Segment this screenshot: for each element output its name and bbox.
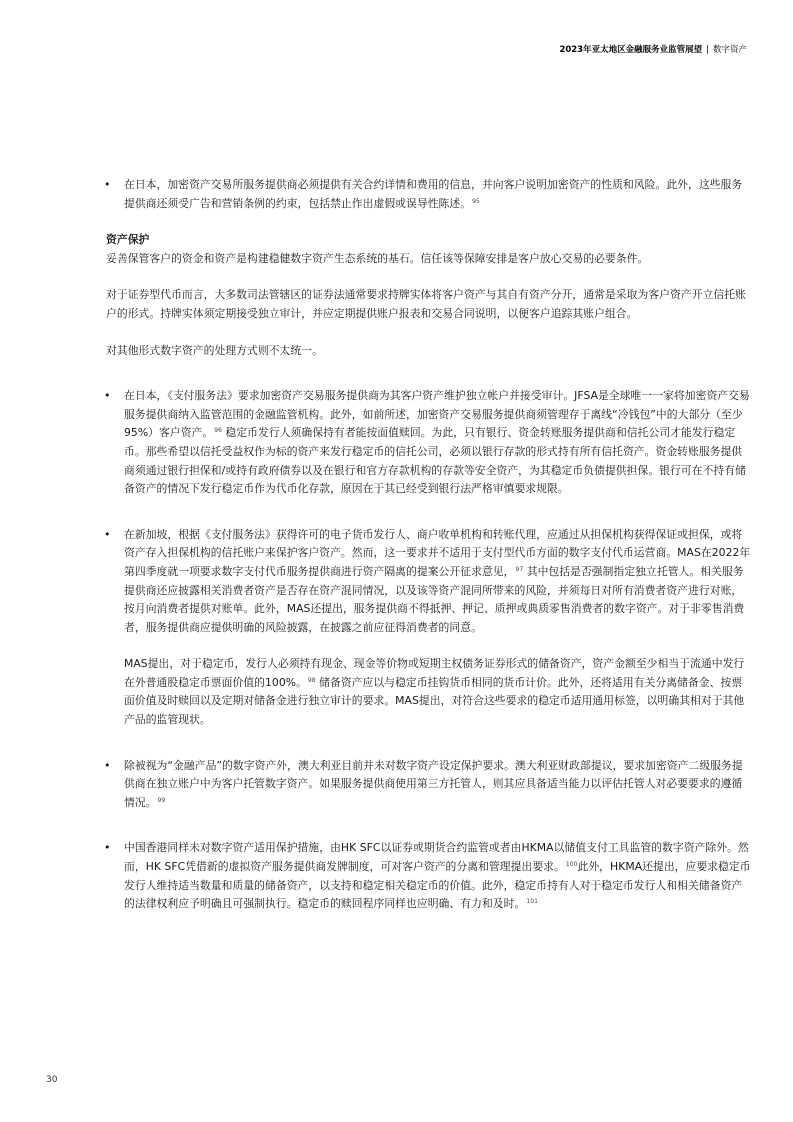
footnote-ref: 96: [214, 427, 222, 435]
page-number: 30: [46, 1075, 58, 1085]
bullet-text: 在日本，加密资产交易所服务提供商必须提供有关合约详情和费用的信息，并向客户说明加密资产的性质和风险。此外，这些服务提供商还须受广告和营销条例的约束，包括禁止作出虚假或误导性陈述。: [124, 178, 743, 210]
bullet-dot: •: [104, 527, 111, 541]
report-title: 2023年亚太地区金融服务业监管展望: [559, 45, 703, 55]
paragraph-text: MAS提出，对于稳定币，发行人必须持有现金、现金等价物或短期主权债务证券形式的储备资产，资产金额至少相当于流通中发行在外普通股稳定币票面价值的100%。: [124, 657, 745, 689]
bullet-text-cont: 此外，HKMA还提出，应要求稳定币发行人维持适当数量和质量的储备资产，以支持和稳定相关稳定币的价值。此外，稳定币持有人对于稳定币发行人和相关储备资产的法律权利应予明确且可强制执行。稳定币的赎回程序同样也应明确、有力和及时。: [124, 860, 751, 911]
security-tokens-paragraph: 对于证券型代币而言，大多数司法管辖区的证券法通常要求持牌实体将客户资产与其自有资产分开，通常是采取为客户资产开立信托账户的形式。持牌实体须定期接受独立审计，并应定期提供账户报表和交易合同说明，以便客户追踪其账户组合。: [106, 288, 746, 320]
section-name: 数字资产: [712, 45, 747, 55]
bullet-text-cont: 稳定币发行人须确保持有者能按面值赎回。为此，只有银行、资金转账服务提供商和信托公司才能发行稳定币。那些希望以信托受益权作为标的资产来发行稳定币的信托公司，必须以银行存款的形式持有所有信托资产。资金转账服务提供商须通过银行担保和/或持有政府债券以及在银行和官方存款机构的存款等安全资产，为其稳定币负债提供担保。银行可在不持有储备资产的情况下发行稳定币作为代币化存款，原因在于其已经受到银行法严格审慎要求规限。: [124, 426, 746, 496]
footnote-ref: 97: [515, 565, 524, 573]
page-header: [559, 43, 747, 55]
bullet-dot: •: [104, 389, 111, 403]
bullet-dot: •: [104, 841, 111, 855]
footnote-ref: 100: [565, 861, 578, 869]
bullet-text: 在日本，《支付服务法》要求加密资产交易服务提供商为其客户资产维护独立帐户并接受审计。JFSA是全球唯一一家将加密资产交易服务提供商纳入监管范围的金融监管机构。此外，如前所述，加密资产交易服务提供商须管理存于离线“冷钱包”中的大部分（至少95%）客户资产。: [124, 389, 750, 440]
paragraph-text-cont: 储备资产应以与稳定币挂钩货币相同的货币计价。此外，还将适用有关分离储备金、按票面价值及时赎回以及定期对储备金进行独立审计的要求。MAS提出，对符合这些要求的稳定币适用通用标签，以明确其相对于其他产品的监管现状。: [124, 675, 745, 727]
bullet-dot: •: [104, 178, 111, 191]
bullet-text: 在新加坡，根据《支付服务法》获得许可的电子货币发行人、商户收单机构和转账代理，应通过从担保机构获得保证或担保，或将资产存入担保机构的信托账户来保护客户资产。然而，这一要求并不适用于支付型代币方面的数字支付代币运营商。MAS在2022年第四季度就一项要求数字支付代币服务提供商进行资产隔离的提案公开征求意见，: [124, 527, 751, 578]
singapore-stablecoin-paragraph: [124, 655, 752, 729]
footnote-ref: 95: [472, 197, 480, 205]
bullet-text: 中国香港同样未对数字资产适用保护措施，由HK SFC以证券或期货合约监管或者由HKMA以储值支付工具监管的数字资产除外。然而，HK SFC凭借新的虚拟资产服务提供商发牌制度，可对客户资产的分离和管理提出要求。: [124, 841, 749, 874]
bullet-dot: •: [104, 758, 111, 772]
footnote-ref: 99: [157, 796, 166, 804]
asset-protection-intro: 妥善保管客户的资金和资产是构建稳健数字资产生态系统的基石。信任该等保障安排是客户放心交易的必要条件。: [106, 251, 649, 265]
other-assets-paragraph: 对其他形式数字资产的处理方式则不太统一。: [106, 343, 323, 357]
bullet-text: 除被视为“金融产品”的数字资产外，澳大利亚目前并未对数字资产设定保护要求。澳大利亚财政部提议，要求加密资产二级服务提供商在独立账户中为客户托管数字资产。如果服务提供商使用第三方托管人，则其应具备适当能力以评估托管人对必要要求的遵循情况。: [124, 758, 743, 809]
bullet-singapore: [106, 526, 752, 730]
bullet-australia: [106, 757, 752, 813]
bullet-japan-psa: [106, 387, 752, 499]
footnote-ref: 101: [526, 898, 538, 906]
bullet-hongkong: [106, 839, 752, 913]
bullet-japan-disclosure: [106, 176, 752, 213]
section-heading-asset-protection: 资产保护: [106, 233, 150, 247]
footnote-ref: 98: [307, 676, 316, 684]
header-separator: |: [706, 45, 709, 55]
bullet-text-cont: 其中包括是否强制指定独立托管人。相关服务提供商还应披露相关消费者资产是否存在资产混同情况，以及该等资产混同所带来的风险，并须每日对所有消费者资产进行对账，按月向消费者提供对账单。此外，MAS还提出，服务提供商不得抵押、押记、质押或典质零售消费者的数字资产。对于非零售消费者，服务提供商应提供明确的风险披露，在披露之前应征得消费者的同意。: [124, 564, 745, 634]
main-content: [106, 176, 752, 914]
